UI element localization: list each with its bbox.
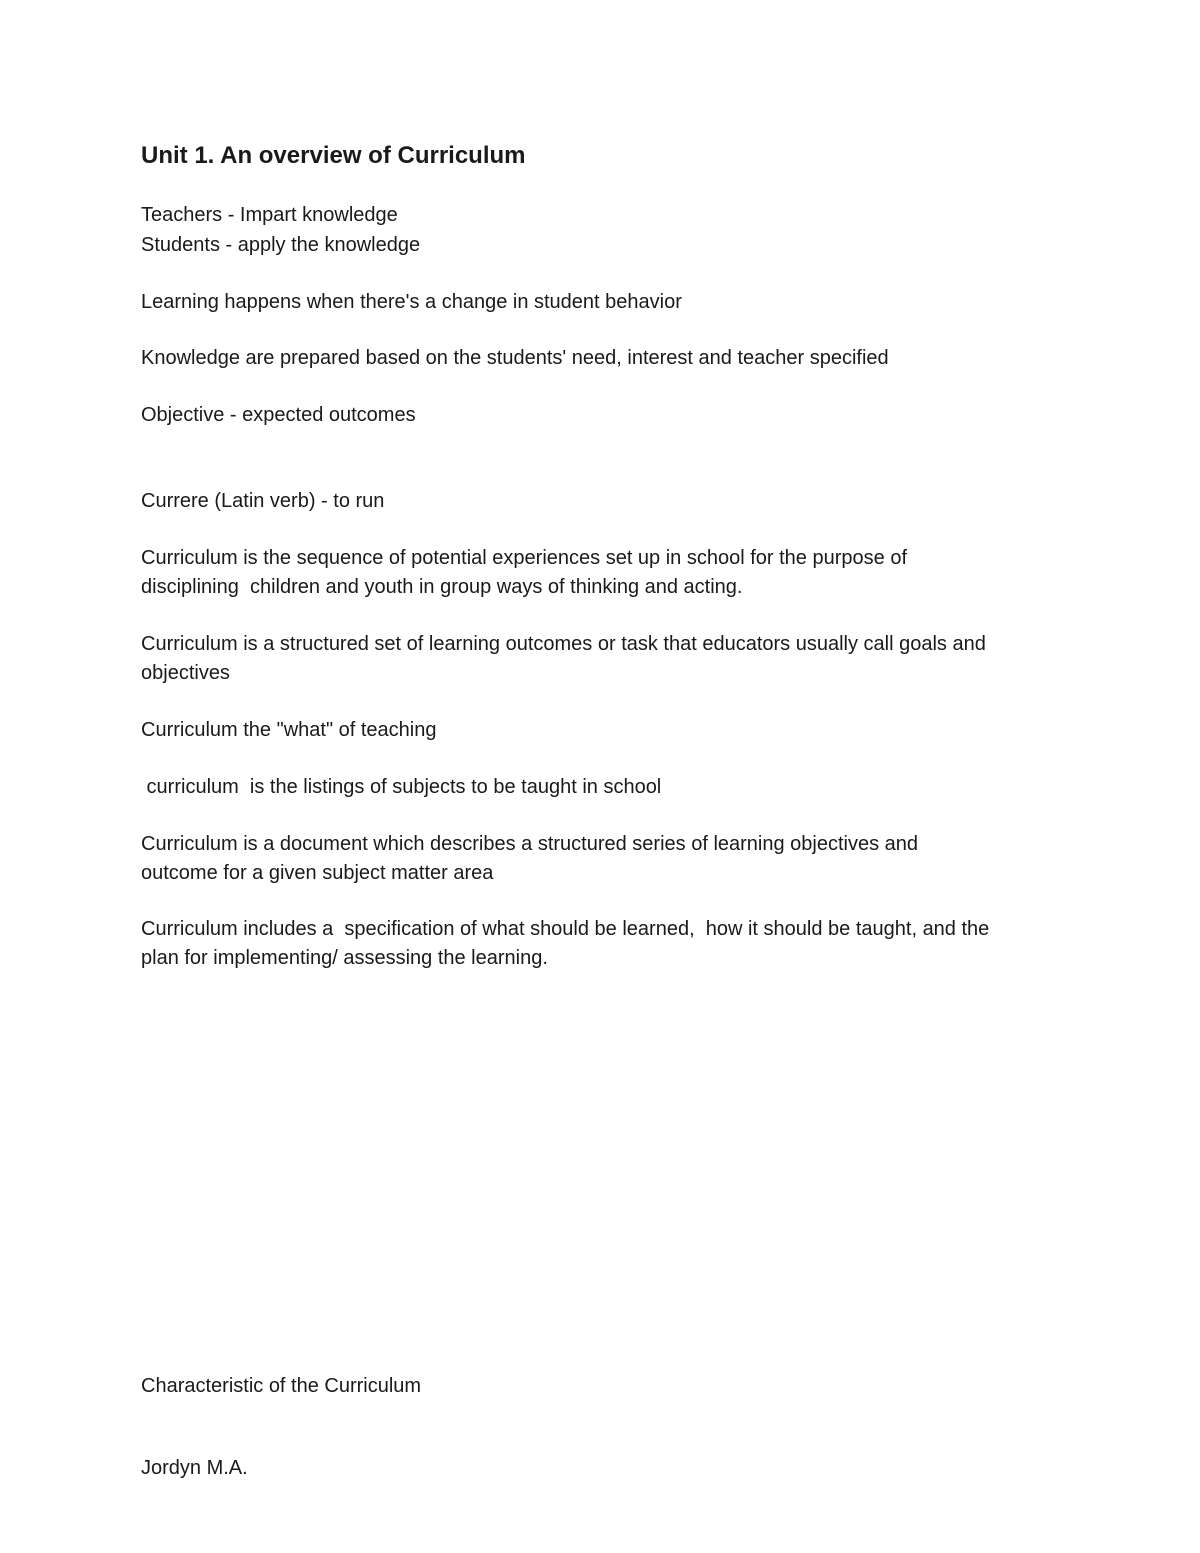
- definition-5-line-2: outcome for a given subject matter area: [141, 862, 494, 884]
- definition-6-line-1: Curriculum includes a specification of what should be learned, how it should be taught, and the: [141, 918, 990, 940]
- page-title: Unit 1. An overview of Curriculum: [141, 142, 526, 169]
- students-line: Students - apply the knowledge: [141, 234, 421, 256]
- teachers-line: Teachers - Impart knowledge: [141, 204, 398, 226]
- learning-line: Learning happens when there's a change in student behavior: [141, 291, 682, 313]
- definition-1-line-2: disciplining children and youth in group ways of thinking and acting.: [141, 576, 743, 598]
- objective-line: Objective - expected outcomes: [141, 404, 416, 426]
- definition-3-line: Curriculum the "what" of teaching: [141, 719, 437, 741]
- definition-2-line-2: objectives: [141, 662, 230, 684]
- knowledge-line: Knowledge are prepared based on the students' need, interest and teacher specified: [141, 347, 889, 369]
- author-line: Jordyn M.A.: [141, 1457, 248, 1479]
- characteristic-heading: Characteristic of the Curriculum: [141, 1375, 422, 1397]
- definition-5-line-1: Curriculum is a document which describes a structured series of learning objectives and: [141, 833, 919, 855]
- definition-1-line-1: Curriculum is the sequence of potential experiences set up in school for the purpose of: [141, 547, 907, 569]
- definition-2-line-1: Curriculum is a structured set of learning outcomes or task that educators usually call goals and: [141, 633, 986, 655]
- definition-4-line: curriculum is the listings of subjects to be taught in school: [141, 776, 662, 798]
- definition-6-line-2: plan for implementing/ assessing the learning.: [141, 947, 548, 969]
- currere-line: Currere (Latin verb) - to run: [141, 490, 385, 512]
